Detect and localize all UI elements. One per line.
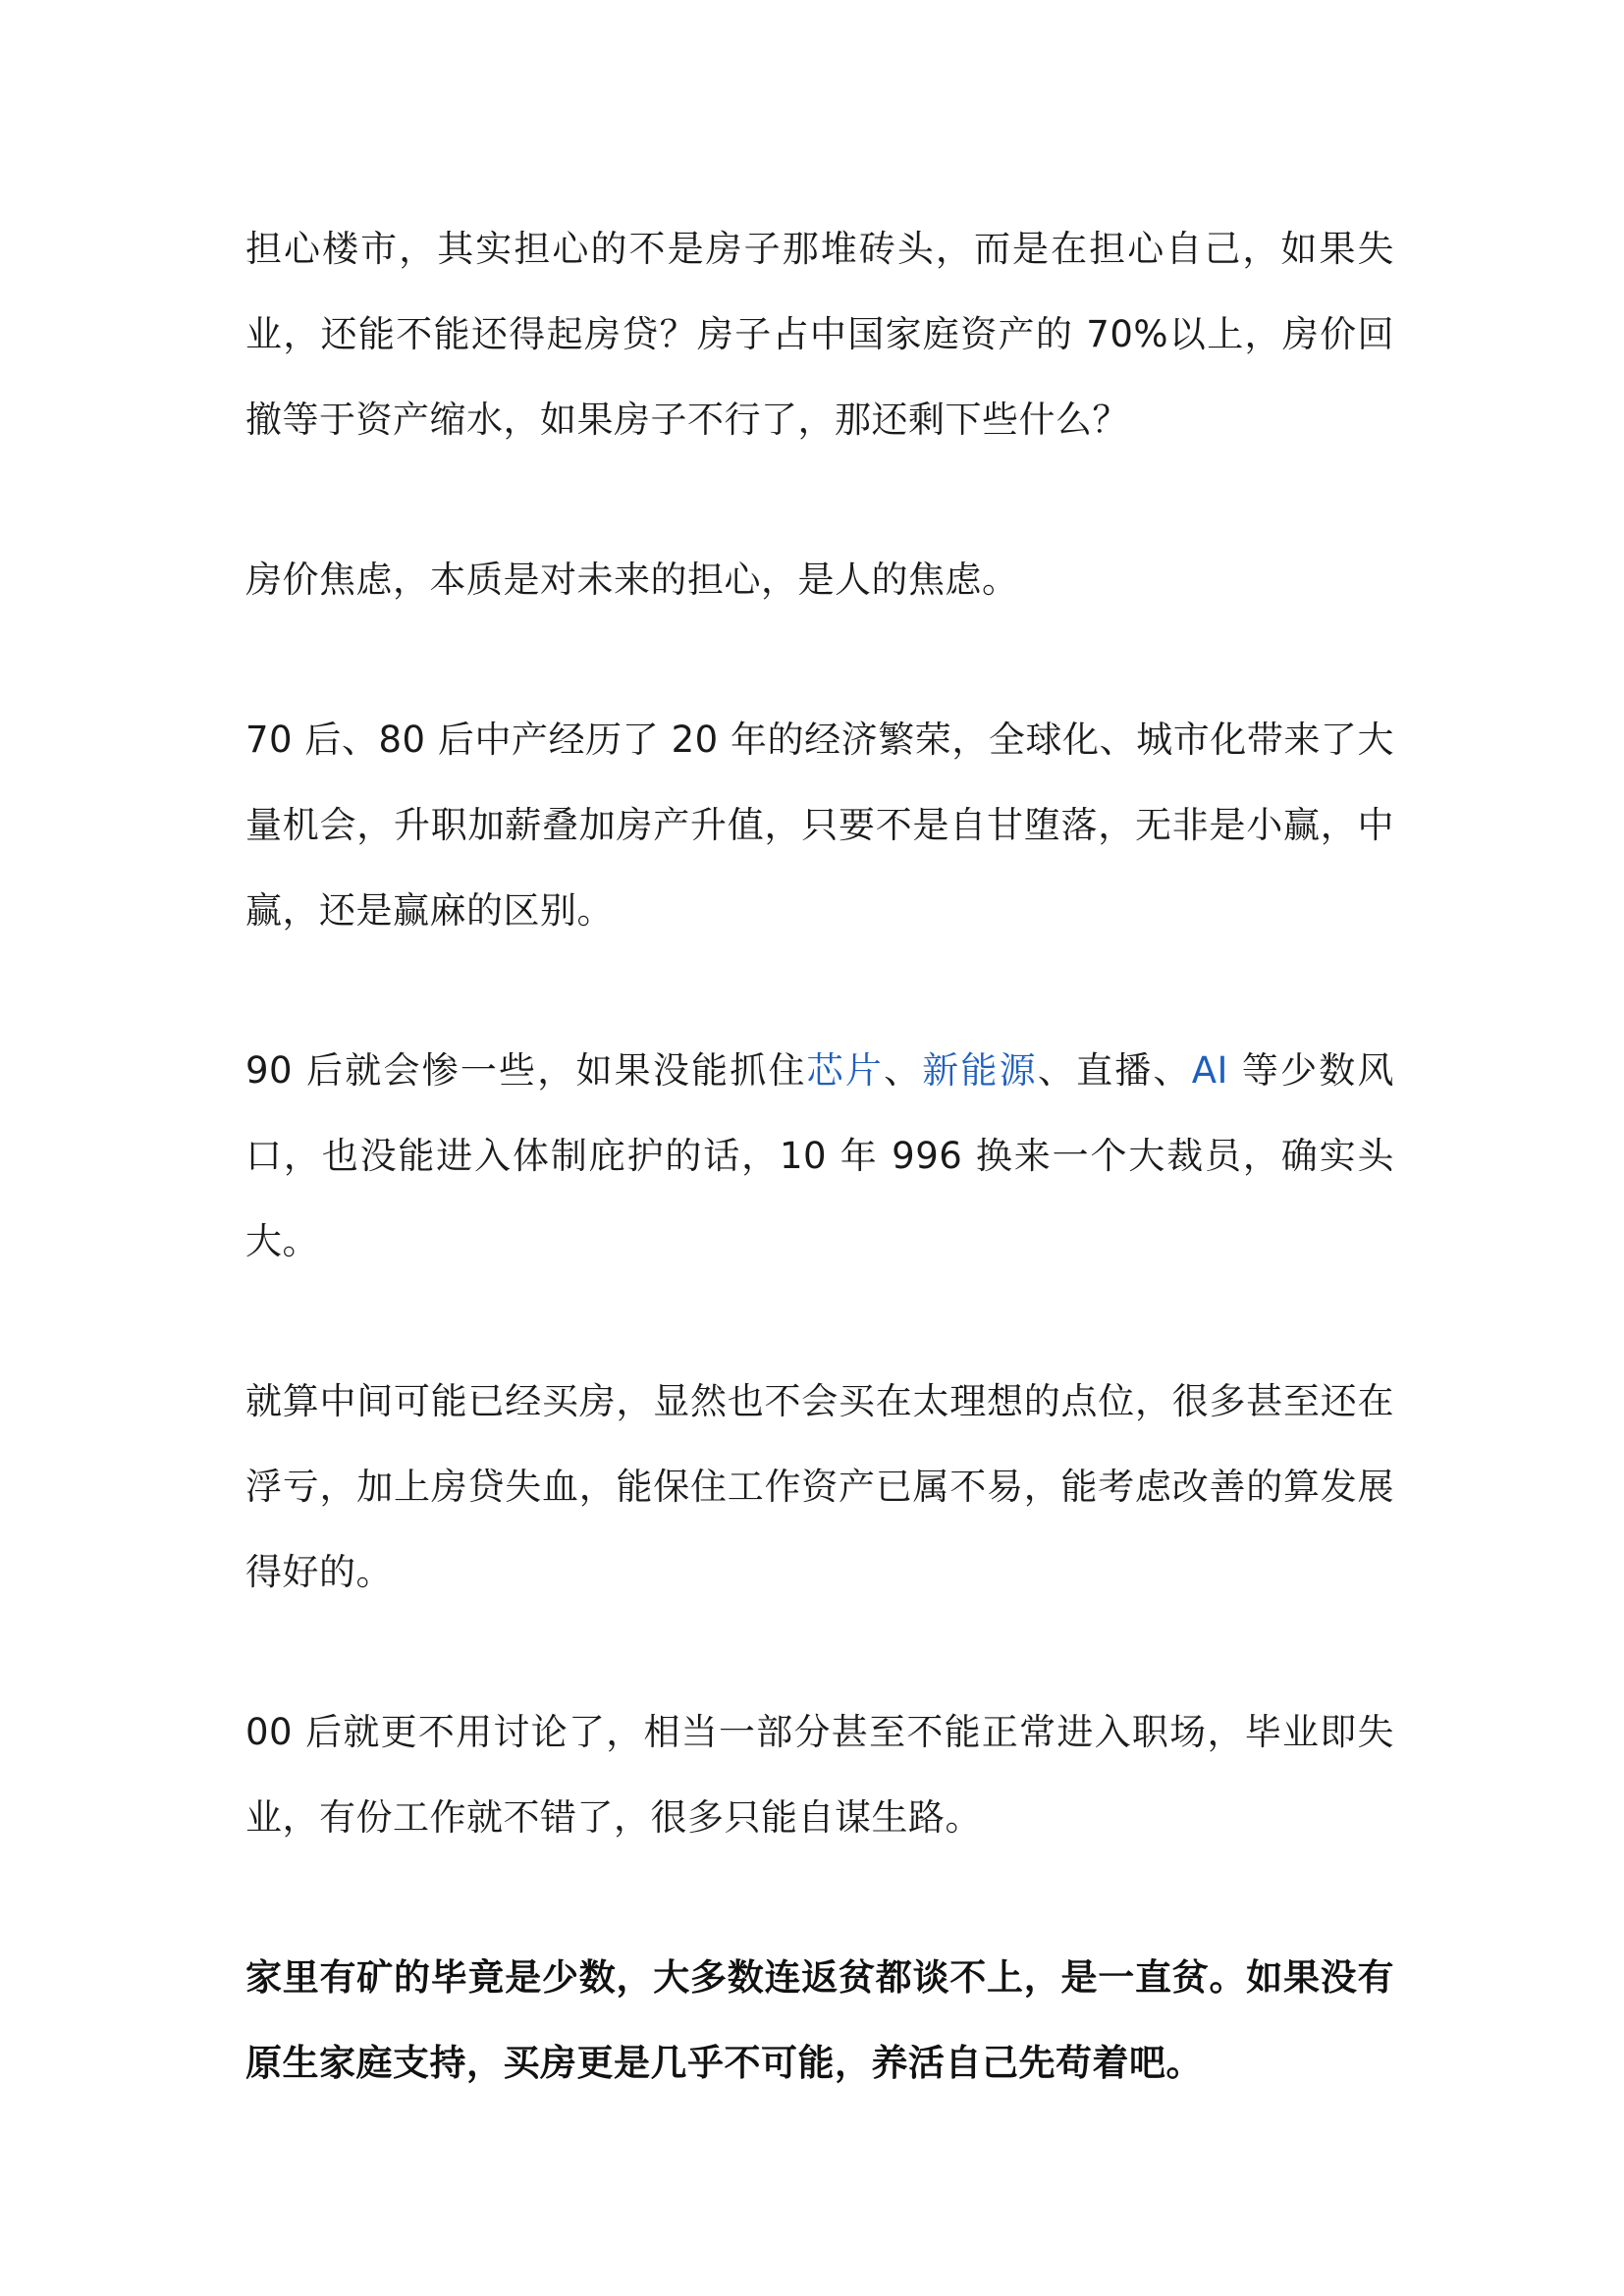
paragraph-text: 、直播、: [1037, 1049, 1192, 1092]
paragraph-text: 就算中间可能已经买房，显然也不会买在太理想的点位，很多甚至还在浮亏，加上房贷失血，能保住工作资产已属不易，能考虑改善的算发展得好的。: [245, 1380, 1394, 1593]
paragraph-price-anxiety: [245, 537, 1394, 622]
paragraph-text: 房价焦虑，本质是对未来的担心，是人的焦虑。: [245, 559, 1019, 601]
article-body: [245, 206, 1394, 2106]
paragraph-text: 90 后就会惨一些，如果没能抓住: [245, 1049, 807, 1092]
paragraph-text: 70 后、80 后中产经历了 20 年的经济繁荣，全球化、城市化带来了大量机会，升职加薪叠加房产升值，只要不是自甘堕落，无非是小赢，中赢，还是赢麻的区别。: [245, 719, 1394, 932]
paragraph-conclusion-bold: [245, 1935, 1394, 2106]
paragraph-text: 担心楼市，其实担心的不是房子那堆砖头，而是在担心自己，如果失业，还能不能还得起房贷？房子占中国家庭资产的 70%以上，房价回撤等于资产缩水，如果房子不行了，那还剩下些什么？: [245, 228, 1394, 441]
paragraph-text: 、: [884, 1049, 923, 1092]
paragraph-text: 等少数风口，也没能进入体制庇护的话，10 年 996 换来一个大裁员，确实头大。: [245, 1049, 1395, 1262]
paragraph-text: 家里有矿的毕竟是少数，大多数连返贫都谈不上，是一直贫。如果没有原生家庭支持，买房更是几乎不可能，养活自己先苟着吧。: [245, 1956, 1394, 2084]
paragraph-70s-80s: [245, 697, 1394, 953]
paragraph-text: 00 后就更不用讨论了，相当一部分甚至不能正常进入职场，毕业即失业，有份工作就不错了，很多只能自谋生路。: [245, 1711, 1394, 1839]
link-new-energy[interactable]: 新能源: [922, 1049, 1038, 1092]
link-ai[interactable]: AI: [1191, 1049, 1228, 1092]
paragraph-00s: [245, 1689, 1394, 1860]
paragraph-bought-house: [245, 1359, 1394, 1615]
paragraph-housing-worry: [245, 206, 1394, 462]
link-chips[interactable]: 芯片: [806, 1049, 885, 1092]
paragraph-90s: [245, 1028, 1394, 1284]
